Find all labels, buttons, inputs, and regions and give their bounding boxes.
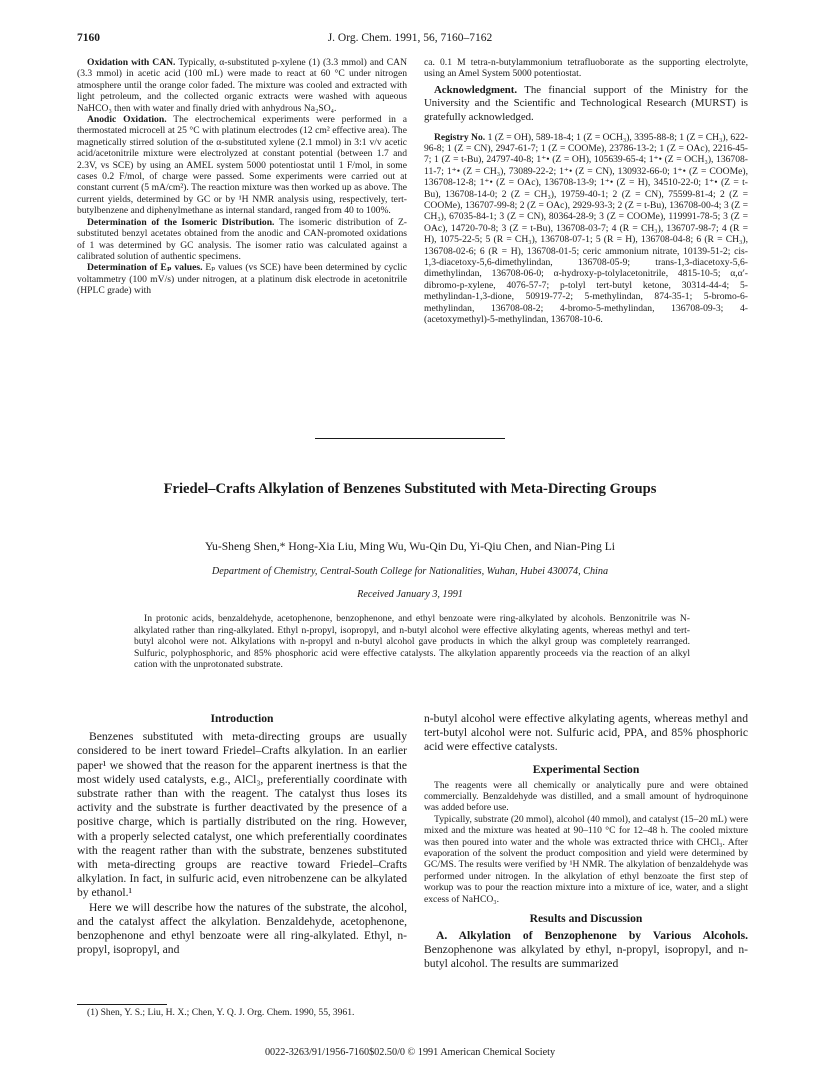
article-title: Friedel–Crafts Alkylation of Benzenes Substituted with Meta-Directing Groups (163, 481, 657, 497)
introduction-paragraph-1: Benzenes substituted with meta-directing groups are usually considered to be inert toward Friedel–Crafts alkylation. In an earlier paper¹ we showed that the reason for the apparent inertness is that the most widely used catalysts, e.g., AlCl₃, preferentially coordinate with substrate rather than with the reagent. The catalyst thus loses its activity and the substrate is further deactivated by the presence of a positive charge, which is partially distributed on the ring. However, with a properly selected catalyst, one which preferentially coordinates with the reagent rather than with the substrate, benzenes substituted with meta-directing groups are reactive toward Friedel–Crafts alkylation. In fact, in sulfuric acid, even nitrobenzene can be alkylated by ethanol.¹ (77, 730, 407, 900)
introduction-paragraph-2: Here we will describe how the natures of the substrate, the alcohol, and the catalyst affect the alkylation. Benzaldehyde, acetophenone, benzophenone and ethyl benzoate were all ring-alkylated. Ethyl, n-propyl, isopropyl, and (77, 900, 407, 957)
article-abstract: In protonic acids, benzaldehyde, acetophenone, benzophenone, and ethyl benzoate were ring-alkylated by alcohols. Benzonitrile was N-alkylated rather than ring-alkylated. Ethyl n-propyl, isopropyl, and n-butyl alcohol were effective alkylating agents, whereas methyl and tert-butyl alcohol were not. Alkylations with n-propyl and n-butyl alcohol gave products in which the alkyl group was completely rearranged. Sulfuric, polyphosphoric, and 85% phosphoric acid were effective catalysts. The alkylation apparently proceeds via the reaction of an alkyl cation with the unprotonated substrate. (134, 613, 690, 670)
results-paragraph (424, 929, 748, 972)
footnote-rule (77, 1004, 167, 1005)
article-authors: Yu-Sheng Shen,* Hong-Xia Liu, Ming Wu, Wu-Qin Du, Yi-Qiu Chen, and Nian-Ping Li (204, 540, 616, 553)
acknowledgment-paragraph (424, 84, 748, 125)
article-left-column (77, 712, 407, 957)
oxidation-can-text: Typically, α-substituted p-xylene (1) (3.3 mmol) and CAN (3.3 mmol) in acetic acid (100 mL) were made to react at 60 °C under nitrogen atmosphere until the orange color faded. The mixture was cooled and extracted with light petroleum, and the collected organic extracts were washed with aqueous NaHCO₃ then with water and finally dried with anhydrous Na₂SO₄. (77, 57, 407, 114)
anodic-text: The electrochemical experiments were performed in a thermostated microcell at 25 °C with platinum electrodes (12 cm² effective area). The magnetically stirred solution of the α-substituted xylene (2.1 mmol) in 3:1 v/v acetic acid/acetonitrile mixture were electrolyzed at constant potential (between 1.7 and 2.3V, vs SCE) by using an AMEL system 5000 potentiostat until 1 F/mol, in some cases 0.2 F/mol, of charge were passed. Some experiments were carried out at constant current (5 mA/cm²). The reaction mixture was then worked up as above. The current yields, determined by GC or by ¹H NMR analysis using, respectively, tert-butylbenzene and diphenylmethane as internal standard, ranged from 40 to 100%. (77, 114, 407, 217)
article-separator-rule (315, 438, 505, 439)
registry-text: 1 (Z = OH), 589-18-4; 1 (Z = OCH₃), 3395-88-8; 1 (Z = CH₃), 622-96-8; 1 (Z = CN), 2947-61-7; 1 (Z = COOMe), 23786-13-2; 1 (Z = OAc), 2216-45-7; 1 (Z = t-Bu), 24797-40-8; 1⁺• (Z = OH), 105639-65-4; 1⁺• (Z = OCH₃), 136708-11-7; 1⁺• (Z = CH₃), 73089-22-2; 1⁺• (Z = CN), 130932-66-0; 1⁺• (Z = COOMe), 136708-12-8; 1⁺• (Z = OAc), 136708-13-9; 1⁺• (Z = H), 34510-22-0; 1⁺• (Z = t-Bu), 136708-14-0; 2 (Z = CH₃), 19759-40-1; 2 (Z = CN), 75599-81-4; 2 (Z = COOMe), 136707-99-8; 2 (Z = OAc), 2929-93-3; 2 (Z = t-Bu), 136708-00-4; 3 (Z = CH₃), 67035-84-1; 3 (Z = CN), 80364-28-9; 3 (Z = COOMe), 119991-78-5; 3 (Z = OAc), 14720-70-8; 3 (Z = t-Bu), 136708-03-7; 4 (R = CH₃), 136707-98-7; 4 (R = H), 1075-22-5; 5 (R = CH₃), 136708-07-1; 5 (R = H), 136708-04-8; 6 (R = CH₃), 136708-02-6; 6 (R = H), 136708-01-5; ceric ammonium nitrate, 10139-51-2; cis-1,3-diacetoxy-5,6-dimethylindan, 136708-05-9; trans-1,3-diacetoxy-5,6-dimethylindan, 136708-06-0; α-hydroxy-p-tolylacetonitrile, 4815-10-5; α,α′-dibromo-p-xylene, 4076-57-7; p-tolyl tert-butyl ketone, 30314-44-4; 5-methylindan-1,3-dione, 50919-77-2; 5-methylindan, 874-35-1; 5-bromo-6-methylindan, 136708-08-2; 4-bromo-5-methylindan, 136708-09-3; 4-(acetoxymethyl)-5-methylindan, 136708-10-6. (424, 131, 749, 326)
results-subheading: A. Alkylation of Benzophenone by Various Alcohols. (436, 929, 748, 943)
article-right-column (424, 712, 748, 972)
ep-paragraph (77, 262, 407, 296)
acknowledgment-heading: Acknowledgment. (434, 83, 518, 96)
anodic-heading: Anodic Oxidation. (87, 114, 167, 126)
results-text: Benzophenone was alkylated by ethyl, n-propyl, isopropyl, and n-butyl alcohol. The results are summarized (424, 943, 748, 971)
anodic-paragraph (77, 114, 407, 217)
received-date: Received January 3, 1991 (357, 589, 463, 600)
ep-text: Eₚ values (vs SCE) have been determined by cyclic voltammetry (100 mV/s) under nitrogen, at a platinum disk electrode in acetonitrile (HPLC grade) with (77, 262, 407, 297)
article-affiliation: Department of Chemistry, Central-South College for Nationalities, Wuhan, Hubei 430074, China (211, 566, 609, 577)
journal-header: J. Org. Chem. 1991, 56, 7160–7162 (327, 32, 493, 44)
results-heading: Results and Discussion (529, 912, 643, 926)
experimental-heading: Experimental Section (532, 762, 640, 776)
page-number: 7160 (77, 32, 100, 44)
introduction-heading: Introduction (210, 712, 274, 725)
experimental-paragraph-1: The reagents were all chemically or analytically pure and were obtained commercially. Benzaldehyde was distilled, and a small amount of hydroquinone was added before use. (424, 779, 748, 814)
footnote-1: (1) Shen, Y. S.; Liu, H. X.; Chen, Y. Q. J. Org. Chem. 1990, 55, 3961. (87, 1007, 355, 1018)
prev-right-continuation: ca. 0.1 M tetra-n-butylammonium tetrafluoborate as the supporting electrolyte, using an Amel System 5000 potentiostat. (424, 57, 748, 80)
page-footer: 0022-3263/91/1956-7160$02.50/0 © 1991 American Chemical Society (264, 1047, 556, 1058)
oxidation-can-paragraph (77, 57, 407, 114)
isomeric-paragraph (77, 217, 407, 263)
ep-heading: Determination of Eₚ values. (87, 262, 203, 274)
isomeric-text: The isomeric distribution of Z-substituted benzyl acetates obtained from the anodic and CAN-promoted oxidations of 1 was determined by GC analysis. The isomer ratio was calculated against a calibrated solution of authentic specimens. (77, 216, 407, 262)
prev-article-left-column (77, 57, 407, 297)
prev-article-right-column (424, 57, 748, 326)
isomeric-heading: Determination of the Isomeric Distribution. (87, 216, 275, 228)
registry-heading: Registry No. (434, 131, 486, 143)
registry-paragraph (424, 132, 748, 326)
acknowledgment-text: The financial support of the Ministry for the University and the Scientific and Technological Research (MURST) is gratefully acknowledged. (424, 83, 748, 123)
experimental-paragraph-2: Typically, substrate (20 mmol), alcohol (40 mmol), and catalyst (15–20 mL) were mixed and the mixture was heated at 90–110 °C for 12–48 h. The cooled mixture was then poured into water and the whole was extracted thrice with CHCl₃. After evaporation of the solvent the product composition and yield were determined by GC/MS. The results were verified by ¹H NMR. The alkylation of benzaldehyde was performed under nitrogen. In the alkylation of ethyl benzoate the first step of workup was to pour the reaction mixture into a mixture of ice, water, and a slight excess of NaHCO₃. (424, 813, 748, 905)
introduction-continuation: n-butyl alcohol were effective alkylating agents, whereas methyl and tert-butyl alcohol were not. Sulfuric acid, PPA, and 85% phosphoric acid were effective catalysts. (424, 712, 748, 754)
oxidation-can-heading: Oxidation with CAN. (87, 57, 176, 68)
